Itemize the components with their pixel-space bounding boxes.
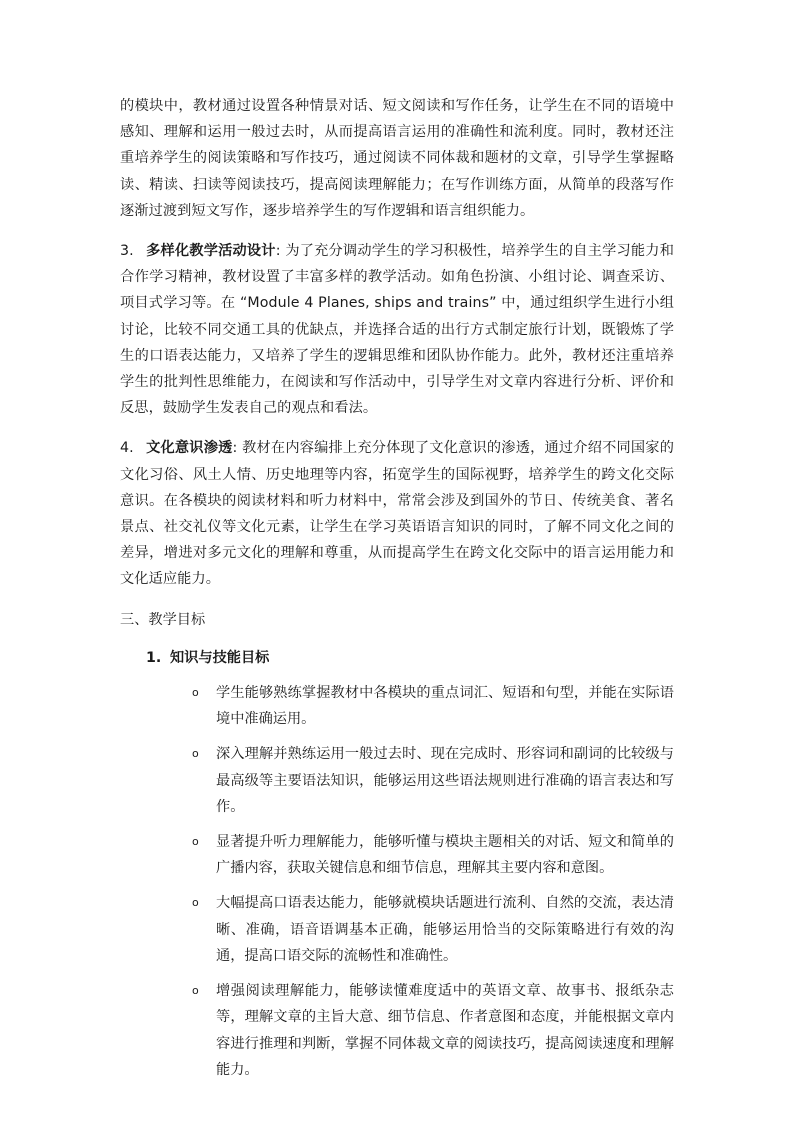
paragraph-title: 多样化教学活动设计 <box>146 243 276 260</box>
bullet-icon: o <box>192 747 199 761</box>
bullet-icon: o <box>192 984 199 998</box>
list-item-text: 增强阅读理解能力，能够读懂难度适中的英语文章、故事书、报纸杂志等，理解文章的主旨大意、细节信息、作者意图和态度，并能根据文章内容进行推理和判断，掌握不同体裁文章的阅读技巧，提高阅读速度和理解能力。 <box>216 983 674 1078</box>
bullet-icon: o <box>192 835 199 849</box>
sub-heading-title: 知识与技能目标 <box>170 649 270 666</box>
sub-heading <box>146 645 674 671</box>
paragraph-title: 文化意识渗透 <box>146 440 233 457</box>
list-item <box>192 741 674 820</box>
section-heading: 三、教学目标 <box>120 611 206 628</box>
list-item-text: 学生能够熟练掌握教材中各模块的重点词汇、短语和句型，并能在实际语境中准确运用。 <box>216 685 674 728</box>
list-item-text: 大幅提高口语表达能力，能够就模块话题进行流利、自然的交流，表达清晰、准确，语音语调基本正确，能够运用恰当的交际策略进行有效的沟通，提高口语交际的流畅性和准确性。 <box>216 895 674 964</box>
list-item <box>192 829 674 881</box>
bullet-icon: o <box>192 686 199 700</box>
list-item <box>192 680 674 732</box>
sub-heading-number: 1. <box>146 649 162 666</box>
list-item-text: 显著提升听力理解能力，能够听懂与模块主题相关的对话、短文和简单的广播内容，获取关键信息和细节信息，理解其主要内容和意图。 <box>216 834 674 877</box>
list-item-text: 深入理解并熟练运用一般过去时、现在完成时、形容词和副词的比较级与最高级等主要语法知识，能够运用这些语法规则进行准确的语言表达和写作。 <box>216 746 674 815</box>
numbered-paragraph-4 <box>120 435 674 592</box>
paragraph-number: 4. <box>120 440 134 457</box>
paragraph-body: : 为了充分调动学生的学习积极性，培养学生的自主学习能力和合作学习精神，教材设置了丰富多样的教学活动。如角色扮演、小组讨论、调查采访、项目式学习等。在 “Module 4 Planes, ships and trains” 中，通过组织学生进行小组讨论，比较不同交通工具的优缺点，并选择合适的出行方式制定旅行计划，既锻炼了学生的口语表达能力，又培养了学生的逻辑思维和团队协作能力。此外，教材还注重培养学生的批判性思维能力，在阅读和写作活动中，引导学生对文章内容进行分析、评价和反思，鼓励学生发表自己的观点和看法。 <box>120 243 674 417</box>
numbered-paragraph-3 <box>120 238 674 421</box>
bullet-icon: o <box>192 896 199 910</box>
paragraph-number: 3. <box>120 243 134 260</box>
intro-paragraph: 的模块中，教材通过设置各种情景对话、短文阅读和写作任务，让学生在不同的语境中感知、理解和运用一般过去时，从而提高语言运用的准确性和流利度。同时，教材还注重培养学生的阅读策略和写作技巧，通过阅读不同体裁和题材的文章，引导学生掌握略读、精读、扫读等阅读技巧，提高阅读理解能力；在写作训练方面，从简单的段落写作逐渐过渡到短文写作，逐步培养学生的写作逻辑和语言组织能力。 <box>120 98 674 219</box>
objective-list <box>120 680 674 1083</box>
list-item <box>192 890 674 969</box>
list-item <box>192 978 674 1083</box>
paragraph-body: : 教材在内容编排上充分体现了文化意识的渗透，通过介绍不同国家的文化习俗、风土人情、历史地理等内容，拓宽学生的国际视野，培养学生的跨文化交际意识。在各模块的阅读材料和听力材料中，常常会涉及到国外的节日、传统美食、著名景点、社交礼仪等文化元素，让学生在学习英语语言知识的同时，了解不同文化之间的差异，增进对多元文化的理解和尊重，从而提高学生在跨文化交际中的语言运用能力和文化适应能力。 <box>120 440 674 588</box>
